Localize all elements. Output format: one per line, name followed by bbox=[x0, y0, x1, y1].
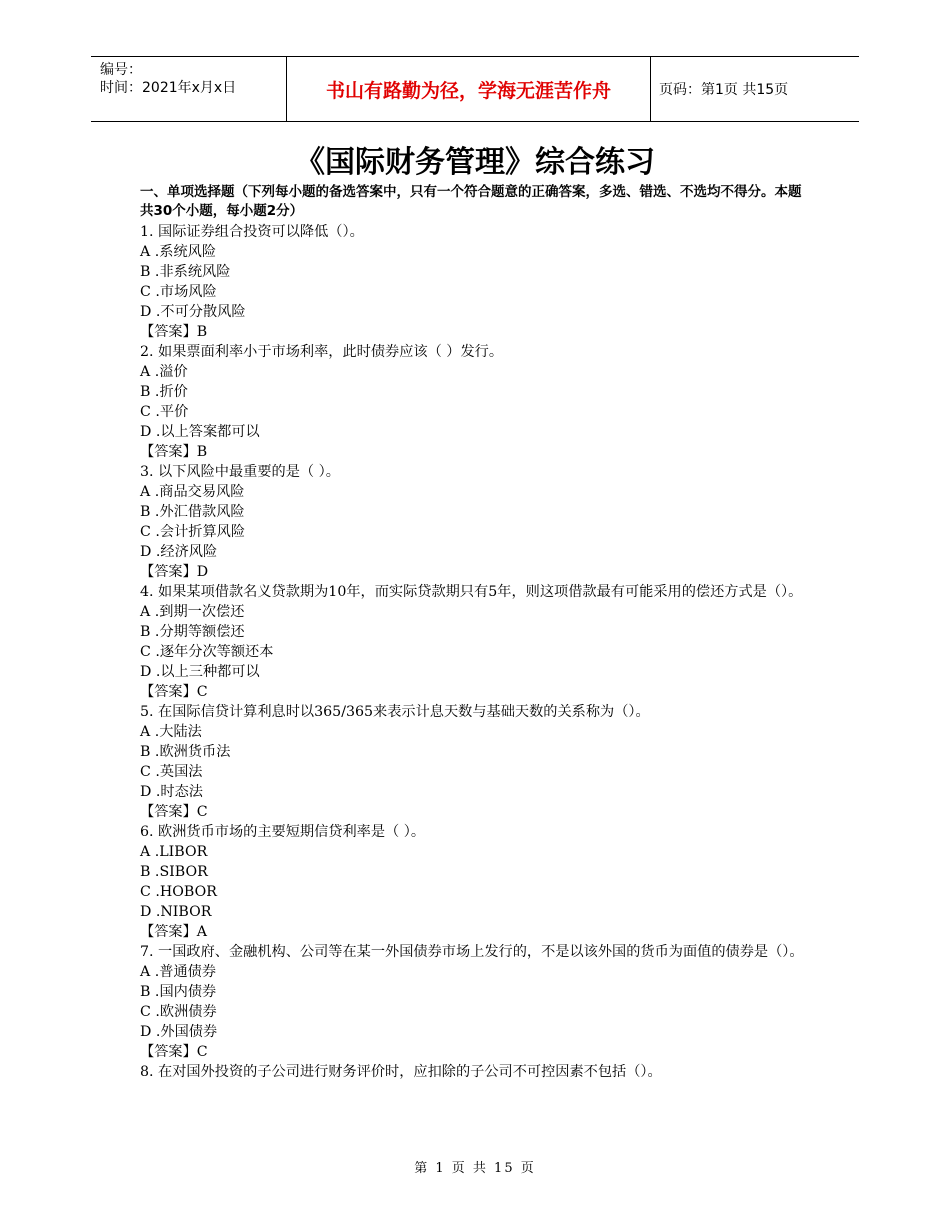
answer-option: A .溢价 bbox=[140, 364, 188, 380]
answer-option: C .逐年分次等额还本 bbox=[140, 644, 274, 660]
answer-option: D .经济风险 bbox=[140, 544, 218, 560]
page-header bbox=[91, 56, 859, 122]
answer-option: D .时态法 bbox=[140, 784, 203, 800]
answer-key: 【答案】C bbox=[140, 804, 208, 820]
document-number-label: 编号： bbox=[100, 62, 142, 78]
document-time: 时间：2021年x月x日 bbox=[100, 80, 237, 96]
answer-option: A .商品交易风险 bbox=[140, 484, 245, 500]
header-motto: 书山有路勤为径，学海无涯苦作舟 bbox=[287, 57, 651, 121]
answer-option: D .NIBOR bbox=[140, 904, 212, 920]
answer-option: A .普通债券 bbox=[140, 964, 217, 980]
header-meta bbox=[91, 57, 287, 121]
question-list bbox=[140, 222, 820, 1082]
answer-option: A .系统风险 bbox=[140, 244, 217, 260]
question-stem: 2. 如果票面利率小于市场利率，此时债券应该（ ）发行。 bbox=[140, 344, 504, 360]
answer-option: C .英国法 bbox=[140, 764, 203, 780]
answer-option: C .会计折算风险 bbox=[140, 524, 246, 540]
question-stem: 4. 如果某项借款名义贷款期为10年，而实际贷款期只有5年，则这项借款最有可能采用的偿还方式是（）。 bbox=[140, 584, 803, 600]
answer-option: B .SIBOR bbox=[140, 864, 208, 880]
answer-option: C .欧洲债券 bbox=[140, 1004, 217, 1020]
question-stem: 1. 国际证券组合投资可以降低（）。 bbox=[140, 224, 364, 240]
answer-option: B .国内债券 bbox=[140, 984, 217, 1000]
section-instructions: 一、单项选择题（下列每小题的备选答案中，只有一个符合题意的正确答案，多选、错选、不选均不得分。本题共30个小题，每小题2分） bbox=[140, 184, 802, 219]
question-stem: 3. 以下风险中最重要的是（ ）。 bbox=[140, 464, 340, 480]
answer-key: 【答案】B bbox=[140, 324, 208, 340]
answer-option: B .欧洲货币法 bbox=[140, 744, 231, 760]
answer-option: B .非系统风险 bbox=[140, 264, 231, 280]
answer-key: 【答案】B bbox=[140, 444, 208, 460]
answer-option: D .以上三种都可以 bbox=[140, 664, 260, 680]
page-footer: 第 1 页 共 15 页 bbox=[414, 1161, 536, 1176]
answer-option: B .折价 bbox=[140, 384, 188, 400]
answer-option: B .分期等额偿还 bbox=[140, 624, 245, 640]
answer-key: 【答案】C bbox=[140, 684, 208, 700]
answer-option: A .LIBOR bbox=[140, 844, 208, 860]
document-title: 《国际财务管理》综合练习 bbox=[295, 145, 655, 180]
answer-option: C .平价 bbox=[140, 404, 189, 420]
answer-key: 【答案】C bbox=[140, 1044, 208, 1060]
answer-option: D .外国债券 bbox=[140, 1024, 218, 1040]
answer-option: B .外汇借款风险 bbox=[140, 504, 245, 520]
answer-option: D .不可分散风险 bbox=[140, 304, 246, 320]
question-stem: 7. 一国政府、金融机构、公司等在某一外国债券市场上发行的，不是以该外国的货币为面值的债券是（）。 bbox=[140, 944, 804, 960]
question-stem: 8. 在对国外投资的子公司进行财务评价时，应扣除的子公司不可控因素不包括（）。 bbox=[140, 1064, 662, 1080]
answer-key: 【答案】A bbox=[140, 924, 207, 940]
answer-option: D .以上答案都可以 bbox=[140, 424, 260, 440]
question-stem: 6. 欧洲货币市场的主要短期信贷利率是（ ）。 bbox=[140, 824, 426, 840]
answer-option: C .HOBOR bbox=[140, 884, 217, 900]
header-page-info: 页码：第1页 共15页 bbox=[659, 82, 789, 98]
answer-option: A .到期一次偿还 bbox=[140, 604, 245, 620]
question-stem: 5. 在国际信贷计算利息时以365/365来表示计息天数与基础天数的关系称为（）。 bbox=[140, 704, 650, 720]
answer-option: A .大陆法 bbox=[140, 724, 202, 740]
answer-option: C .市场风险 bbox=[140, 284, 217, 300]
answer-key: 【答案】D bbox=[140, 564, 209, 580]
